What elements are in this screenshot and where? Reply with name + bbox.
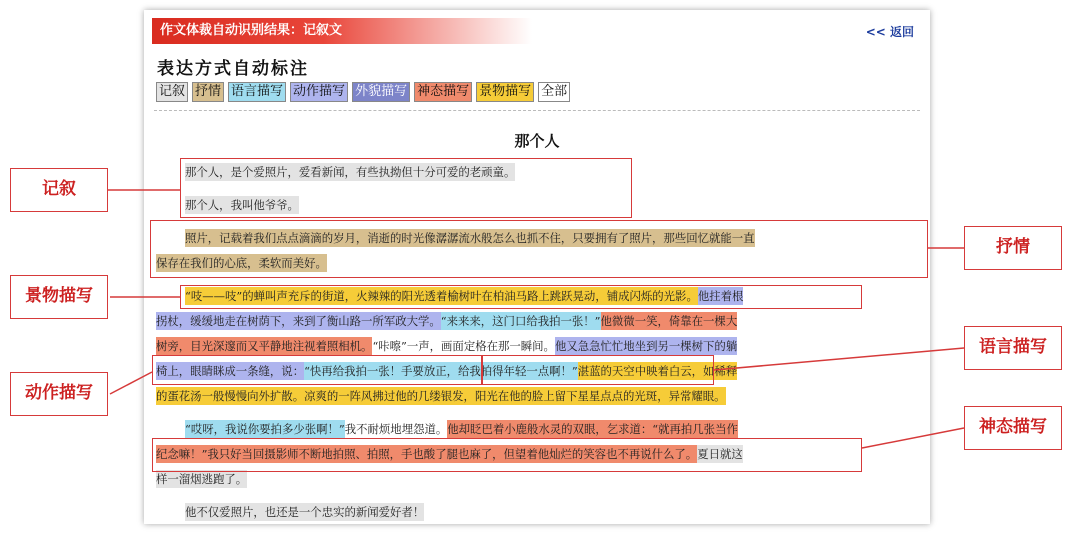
label-jixu: 记叙 xyxy=(10,168,108,212)
highlight-jingwu: “吱——吱”的蝉叫声充斥的街道，火辣辣的阳光透着榆树叶在柏油马路上跳跃晃动，铺成闪烁的光影。 xyxy=(185,289,698,303)
tag-shuqing[interactable]: 抒情 xyxy=(192,82,224,102)
genre-result-title: 作文体裁自动识别结果：记叙文 xyxy=(152,18,532,44)
highlight-yuyan: “快再给我拍一张！手要放正，给我拍得年轻一点啊！” xyxy=(304,364,578,378)
highlight-jingwu: 的蛋花汤一般慢慢向外扩散。凉爽的一阵风拂过他的几缕银发，阳光在他的脸上留下星星点点的光斑，异常耀眼。 xyxy=(156,389,726,403)
label-dongzuo: 动作描写 xyxy=(10,372,108,416)
tag-dongzuo[interactable]: 动作描写 xyxy=(290,82,348,102)
highlight-shuqing: 保存在我们的心底，柔软而美好。 xyxy=(156,256,327,270)
connector-shentai xyxy=(862,428,964,448)
highlight-dongzuo: 他拄着根 xyxy=(697,289,744,303)
highlight-yuyan: “哎呀，我说你要拍多少张啊！” xyxy=(185,422,345,436)
highlight-jixu: 那个人，我叫他爷爷。 xyxy=(185,198,299,212)
highlight-jixu: 样一溜烟逃跑了。 xyxy=(156,472,248,486)
tag-yuyan[interactable]: 语言描写 xyxy=(228,82,286,102)
connector-yuyan xyxy=(714,348,964,370)
highlight-dongzuo: 拐杖，缓缓地走在树荫下，来到了衡山路一所军政大学。 xyxy=(156,314,441,328)
tag-waimao[interactable]: 外貌描写 xyxy=(352,82,410,102)
essay-title: 那个人 xyxy=(514,132,560,150)
highlight-shentai: 他却眨巴着小鹿般水灵的双眼，乞求道：“就再拍几张当作 xyxy=(447,422,738,436)
highlight-jixu: 那个人，是个爱照片，爱看新闻，有些执拗但十分可爱的老顽童。 xyxy=(185,165,516,179)
highlight-shentai: 纪念嘛！”我只好当回摄影师不断地拍照、拍照，手也酸了腿也麻了，但望着他灿烂的笑容也不再说什么了。 xyxy=(156,447,698,461)
highlight-dongzuo: 他又急急忙忙地坐到另一棵树下的躺 xyxy=(554,339,738,353)
tag-shentai[interactable]: 神态描写 xyxy=(414,82,472,102)
label-shuqing: 抒情 xyxy=(964,226,1062,270)
highlight-shentai: 他微微一笑，倚靠在一棵大 xyxy=(600,314,738,328)
plain-text: 我不耐烦地埋怨道。 xyxy=(344,422,448,436)
highlight-jixu: 他不仅爱照片，也还是一个忠实的新闻爱好者！ xyxy=(185,505,425,519)
section-title: 表达方式自动标注 xyxy=(157,59,309,79)
label-jingwu: 景物描写 xyxy=(10,275,108,319)
tag-jixu[interactable]: 记叙 xyxy=(156,82,188,102)
highlight-dongzuo: 椅上，眼睛眯成一条缝，说： xyxy=(156,364,305,378)
highlight-shuqing: 照片，记载着我们点点滴滴的岁月，消逝的时光像潺潺流水般怎么也抓不住，只要拥有了照片，那些回忆就能一直 xyxy=(185,231,755,245)
connector-dongzuo xyxy=(110,372,152,394)
highlight-shentai: 树旁，目光深邃而又平静地注视着照相机。 xyxy=(156,339,373,353)
label-yuyan: 语言描写 xyxy=(964,326,1062,370)
highlight-jingwu: 湛蓝的天空中映着白云，如稀释 xyxy=(577,364,738,378)
highlight-jixu: 夏日就这 xyxy=(697,447,743,461)
highlight-yuyan: “来来来，这门口给我拍一张！” xyxy=(440,314,601,328)
back-link[interactable]: << 返回 xyxy=(865,25,914,39)
plain-text: “咔嚓”一声，画面定格在那一瞬间。 xyxy=(372,339,555,353)
tag-jingwu[interactable]: 景物描写 xyxy=(476,82,534,102)
label-shentai: 神态描写 xyxy=(964,406,1062,450)
tag-all[interactable]: 全部 xyxy=(538,82,570,102)
